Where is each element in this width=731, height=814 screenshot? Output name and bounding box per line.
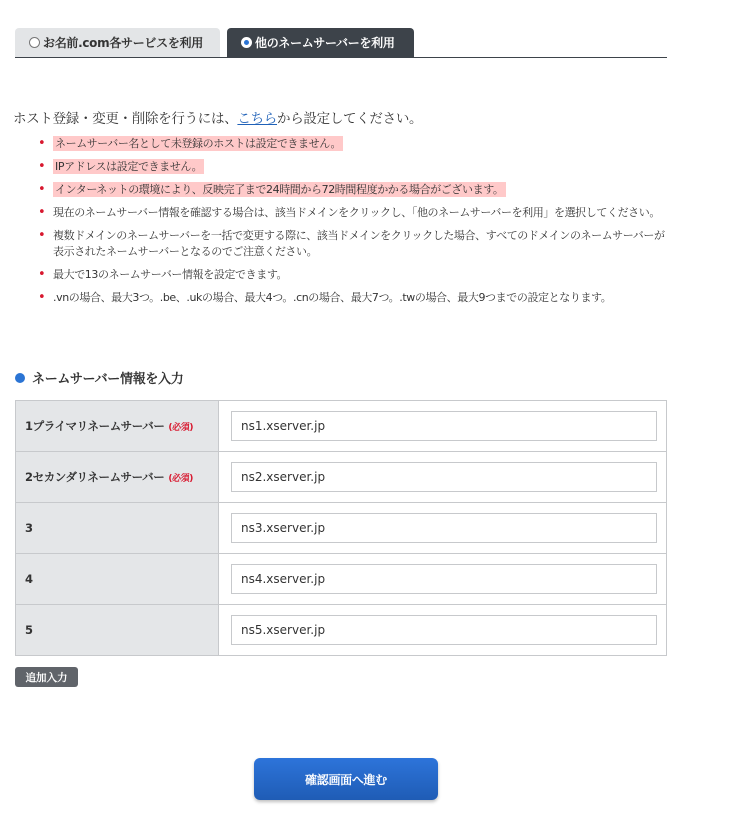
nameserver-tabs	[15, 28, 667, 58]
note-item	[38, 182, 670, 198]
nameserver-3-input[interactable]	[231, 513, 657, 543]
radio-icon[interactable]	[29, 37, 40, 48]
row-label	[16, 452, 219, 503]
row-value	[219, 401, 667, 452]
note-text: 最大で13のネームサーバー情報を設定できます。	[53, 268, 288, 281]
row-label	[16, 503, 219, 554]
radio-selected-icon[interactable]	[241, 37, 252, 48]
row-label-text: 4	[25, 572, 33, 586]
row-label	[16, 605, 219, 656]
note-item	[38, 228, 670, 260]
nameserver-1-input[interactable]	[231, 411, 657, 441]
table-row	[16, 401, 667, 452]
row-label	[16, 554, 219, 605]
nameserver-2-input[interactable]	[231, 462, 657, 492]
host-registration-intro	[13, 107, 422, 127]
row-label-text: 3	[25, 521, 33, 535]
note-text: .vnの場合、最大3つ。.be、.ukの場合、最大4つ。.cnの場合、最大7つ。.twの場合、最大9つまでの設定となります。	[53, 291, 612, 304]
section-title	[15, 368, 184, 387]
table-row	[16, 554, 667, 605]
required-badge: (必須)	[168, 423, 194, 433]
note-item	[38, 267, 670, 283]
note-text: 複数ドメインのネームサーバーを一括で変更する際に、該当ドメインをクリックした場合、すべてのドメインのネームサーバーが表示されたネームサーバーとなるのでご注意ください。	[53, 229, 665, 258]
note-text: インターネットの環境により、反映完了まで24時間から72時間程度かかる場合がございます。	[55, 183, 504, 196]
nameserver-table	[15, 400, 667, 656]
row-label-text: 1プライマリネームサーバー	[25, 419, 165, 433]
tab-label: お名前.com各サービスを利用	[43, 36, 203, 50]
note-text: IPアドレスは設定できません。	[55, 160, 203, 173]
intro-text: ホスト登録・変更・削除を行うには、	[13, 111, 238, 127]
notes-list	[38, 136, 670, 313]
row-label-text: 5	[25, 623, 33, 637]
tab-other-nameserver[interactable]	[227, 28, 414, 57]
nameserver-4-input[interactable]	[231, 564, 657, 594]
add-input-button[interactable]: 追加入力	[15, 667, 78, 687]
row-label	[16, 401, 219, 452]
table-row	[16, 503, 667, 554]
row-value	[219, 605, 667, 656]
note-item	[38, 159, 670, 175]
row-value	[219, 452, 667, 503]
note-item	[38, 136, 670, 152]
table-row	[16, 452, 667, 503]
bullet-dot-icon	[15, 373, 25, 383]
tab-label: 他のネームサーバーを利用	[255, 36, 395, 50]
note-text: ネームサーバー名として未登録のホストは設定できません。	[55, 137, 342, 150]
confirm-button[interactable]: 確認画面へ進む	[254, 758, 438, 800]
section-title-text: ネームサーバー情報を入力	[32, 372, 184, 387]
nameserver-5-input[interactable]	[231, 615, 657, 645]
host-settings-link[interactable]: こちら	[237, 111, 278, 127]
note-text: 現在のネームサーバー情報を確認する場合は、該当ドメインをクリックし、「他のネームサーバーを利用」を選択してください。	[53, 206, 660, 219]
row-value	[219, 554, 667, 605]
note-item	[38, 290, 670, 306]
required-badge: (必須)	[168, 474, 193, 484]
row-value	[219, 503, 667, 554]
note-item	[38, 205, 670, 221]
intro-text: から設定してください。	[277, 111, 423, 127]
row-label-text: 2セカンダリネームサーバー	[25, 470, 165, 484]
table-row	[16, 605, 667, 656]
tab-onamae-services[interactable]	[15, 28, 220, 57]
